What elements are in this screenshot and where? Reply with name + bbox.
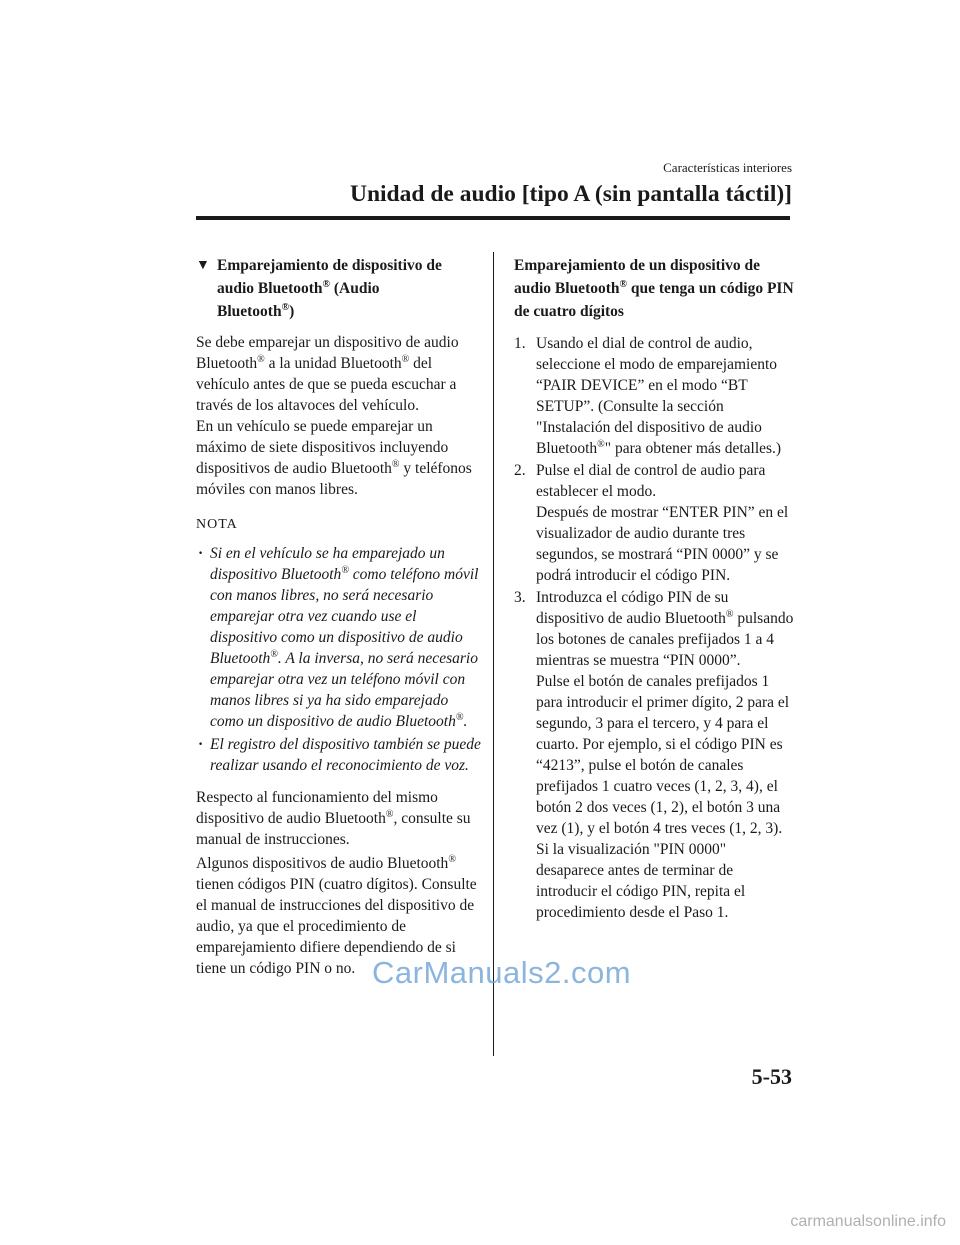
page-number: 5-53 — [751, 1064, 792, 1089]
section-heading — [196, 254, 482, 323]
step-number: 1. — [514, 335, 526, 352]
paragraph-max-devices: En un vehículo se puede emparejar un máximo de siete dispositivos incluyendo dispositivos de audio Bluetooth® y teléfonos móviles con manos libres. — [196, 418, 472, 498]
header-section-label: Características interiores — [663, 160, 792, 175]
column-divider — [493, 252, 494, 1056]
paragraph-operation: Respecto al funcionamiento del mismo dispositivo de audio Bluetooth®, consulte su manual de instrucciones. — [196, 789, 471, 848]
triangle-down-icon: ▼ — [196, 258, 210, 273]
paragraph-pairing-requirement: Se debe emparejar un dispositivo de audio Bluetooth® a la unidad Bluetooth® del vehículo antes de que se pueda escuchar a través de los altavoces del vehículo. — [196, 334, 459, 414]
watermark-carmanuals2: CarManuals2.com — [372, 955, 632, 990]
header-rule — [196, 216, 790, 220]
left-column — [196, 254, 482, 979]
note-item: · Si en el vehículo se ha emparejado un dispositivo Bluetooth® como teléfono móvil con manos libres, no será necesario emparejar otra vez cuando use el dispositivo como un dispositivo de audio Bluetooth®. A la inversa, no será necesario emparejar otra vez un teléfono móvil con manos libres si ya ha sido emparejado como un dispositivo de audio Bluetooth®. — [196, 543, 482, 732]
step-item — [514, 460, 794, 586]
note-item: · El registro del dispositivo también se puede realizar usando el reconocimiento de voz. — [196, 734, 482, 776]
note-list — [196, 543, 482, 776]
step-text: Usando el dial de control de audio, seleccione el modo de emparejamiento “PAIR DEVICE” en el modo “BT SETUP”. (Consulte la sección "Instalación del dispositivo de audio Bluetooth®" para obtener más detalles.) — [536, 335, 782, 457]
step-item — [514, 587, 794, 923]
subsection-heading: Emparejamiento de un dispositivo de audio Bluetooth® que tenga un código PIN de cuatro dígitos — [514, 257, 794, 320]
step-number: 2. — [514, 462, 526, 479]
right-column — [514, 254, 794, 924]
footer-watermark: carmanualsonline.info — [790, 1213, 946, 1230]
page-title: Unidad de audio [tipo A (sin pantalla táctil)] — [349, 181, 792, 207]
paragraph-pin-codes: Algunos dispositivos de audio Bluetooth® tienen códigos PIN (cuatro dígitos). Consulte el manual de instrucciones del dispositivo de audio, ya que el procedimiento de emparejamiento difiere dependiendo de si tiene un código PIN o no. — [196, 853, 477, 977]
section-heading-text: Emparejamiento de dispositivo de audio Bluetooth® (Audio Bluetooth®) — [217, 257, 442, 320]
step-text: Introduzca el código PIN de su dispositivo de audio Bluetooth® pulsando los botones de canales prefijados 1 a 4 mientras se muestra “PIN 0000”. Pulse el botón de canales prefijados 1 para introducir el primer dígito, 2 para el segundo, 3 para el tercero, y 4 para el cuarto. Por ejemplo, si el código PIN es “4213”, pulse el botón de canales prefijados 1 cuatro veces (1, 2, 3, 4), el botón 2 dos veces (1, 2), el botón 3 una vez (1), y el botón 4 tres veces (1, 2, 3). Si la visualización "PIN 0000" desaparece antes de terminar de introducir el código PIN, repita el procedimiento desde el Paso 1. — [536, 589, 794, 921]
note-label: NOTA — [196, 517, 238, 532]
step-item — [514, 333, 794, 459]
step-number: 3. — [514, 589, 526, 606]
step-text: Pulse el dial de control de audio para establecer el modo. Después de mostrar “ENTER PIN” en el visualizador de audio durante tres segundos, se mostrará “PIN 0000” y se podrá introducir el código PIN. — [536, 462, 789, 584]
step-list — [514, 333, 794, 923]
